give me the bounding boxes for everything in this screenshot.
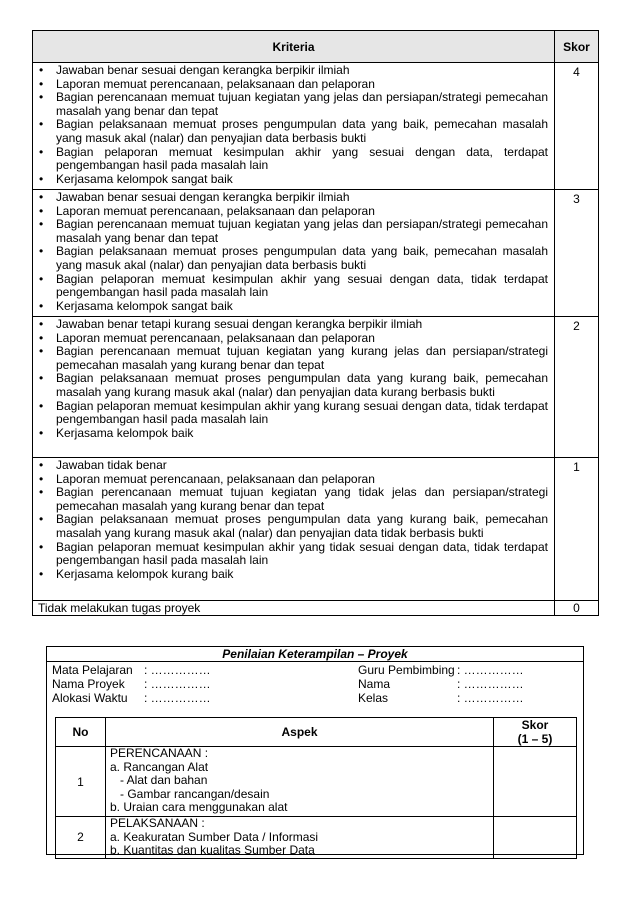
list-item: • Kerjasama kelompok kurang baik: [33, 568, 548, 582]
list-item: • Bagian perencanaan memuat tujuan kegiatan yang jelas dan persiapan/strategi pemecahan masalah yang benar dan tepat: [33, 91, 548, 118]
assessment-title: Penilaian Keterampilan – Proyek: [47, 647, 583, 662]
list-item: • Kerjasama kelompok sangat baik: [33, 173, 548, 187]
list-item: • Jawaban tidak benar: [33, 459, 548, 473]
aspek-line: PELAKSANAAN :: [110, 816, 205, 830]
list-item: • Bagian pelaporan memuat kesimpulan akhir yang tidak sesuai dengan data, tidak terdapat pengembangan hasil pada masalah lain: [33, 541, 548, 568]
rubric-table: [32, 30, 599, 616]
no-task-text: Tidak melakukan tugas proyek: [33, 601, 555, 616]
field-label: Guru Pembimbing: [358, 663, 455, 677]
header-aspek: Aspek: [106, 718, 494, 747]
table-row: [56, 747, 577, 817]
criteria-list: [33, 458, 554, 581]
field-label: Nama Proyek: [52, 677, 125, 691]
list-item: • Kerjasama kelompok sangat baik: [33, 300, 548, 314]
criteria-cell: [33, 317, 555, 458]
aspek-line: a. Rancangan Alat: [110, 759, 209, 774]
aspek-line: - Gambar rancangan/desain: [120, 786, 270, 801]
field-value: : ……………: [457, 677, 524, 691]
criteria-cell: [33, 458, 555, 601]
field-kelas: [358, 691, 524, 705]
field-value: : ……………: [457, 663, 524, 677]
skor-input-cell[interactable]: [494, 817, 577, 859]
table-row: [33, 190, 599, 317]
row-number: 1: [56, 747, 106, 817]
aspek-line: a. Keakuratan Sumber Data / Informasi: [110, 829, 319, 844]
list-item: • Jawaban benar tetapi kurang sesuai dengan kerangka berpikir ilmiah: [33, 318, 548, 332]
list-item: • Jawaban benar sesuai dengan kerangka berpikir ilmiah: [33, 191, 548, 205]
field-value: : ……………: [144, 691, 211, 705]
table-row: [33, 317, 599, 458]
list-item: • Bagian pelaporan memuat kesimpulan akhir yang sesuai dengan data, terdapat pengembangan hasil pada masalah lain: [33, 146, 548, 173]
field-value: : ……………: [457, 691, 524, 705]
list-item: • Laporan memuat perencanaan, pelaksanaan dan pelaporan: [33, 473, 548, 487]
skor-value: 4: [555, 63, 599, 190]
field-value: : ……………: [144, 677, 211, 691]
list-item: • Bagian perencanaan memuat tujuan kegiatan yang jelas dan persiapan/strategi pemecahan masalah yang benar dan tepat: [33, 218, 548, 245]
list-item: • Laporan memuat perencanaan, pelaksanaan dan pelaporan: [33, 332, 548, 346]
field-label: Mata Pelajaran: [52, 663, 133, 677]
table-row: [33, 458, 599, 601]
list-item: • Bagian pelaksanaan memuat proses pengumpulan data yang baik, pemecahan masalah yang masuk akal (nalar) dan penyajian data berbasis bukti: [33, 245, 548, 272]
list-item: • Bagian pelaksanaan memuat proses pengumpulan data yang kurang baik, pemecahan masalah yang kurang masuk akal (nalar) dan penyajian data kurang berbasis bukti: [33, 372, 548, 399]
list-item: • Bagian pelaporan memuat kesimpulan akhir yang kurang sesuai dengan data, tidak terdapat pengembangan hasil pada masalah lain: [33, 400, 548, 427]
list-item: • Laporan memuat perencanaan, pelaksanaan dan pelaporan: [33, 78, 548, 92]
row-number: 2: [56, 817, 106, 859]
header-no: No: [56, 718, 106, 747]
criteria-list: [33, 317, 554, 440]
list-item: • Bagian pelaksanaan memuat proses pengumpulan data yang kurang baik, pemecahan masalah yang kurang masuk akal (nalar) dan penyajian data tidak berbasis bukti: [33, 513, 548, 540]
criteria-cell: [33, 63, 555, 190]
list-item: • Bagian perencanaan memuat tujuan kegiatan yang tidak jelas dan persiapan/strategi pemecahan masalah yang kurang benar dan tepat: [33, 486, 548, 513]
list-item: • Bagian pelaporan memuat kesimpulan akhir yang sesuai dengan data, tidak terdapat pengembangan hasil pada masalah lain: [33, 273, 548, 300]
aspek-header-row: [56, 718, 577, 747]
aspek-cell: [106, 747, 494, 817]
aspek-line: PERENCANAAN :: [110, 746, 209, 760]
field-label: Alokasi Waktu: [52, 691, 128, 705]
aspek-cell: [106, 817, 494, 859]
list-item: • Jawaban benar sesuai dengan kerangka berpikir ilmiah: [33, 64, 548, 78]
skor-value: 2: [555, 317, 599, 458]
field-nama-proyek: [52, 677, 211, 691]
list-item: • Kerjasama kelompok baik: [33, 427, 548, 441]
table-row: [33, 601, 599, 616]
list-item: • Laporan memuat perencanaan, pelaksanaan dan pelaporan: [33, 205, 548, 219]
header-skor-line1: Skor: [521, 718, 549, 732]
aspek-table: [55, 717, 577, 859]
header-skor: [494, 718, 577, 747]
criteria-list: [33, 63, 554, 186]
criteria-list: [33, 190, 554, 313]
field-mata-pelajaran: [52, 663, 211, 677]
field-guru-pembimbing: [358, 663, 524, 677]
table-row: [56, 817, 577, 859]
field-label: Nama: [358, 677, 391, 691]
field-alokasi-waktu: [52, 691, 211, 705]
skor-value: 0: [555, 601, 599, 616]
list-item: • Bagian perencanaan memuat tujuan kegiatan yang kurang jelas dan persiapan/strategi pemecahan masalah yang kurang benar dan tepat: [33, 345, 548, 372]
aspek-line: b. Kuantitas dan kualitas Sumber Data: [110, 843, 315, 858]
list-item: • Bagian pelaksanaan memuat proses pengumpulan data yang baik, pemecahan masalah yang masuk akal (nalar) dan penyajian data berbasis bukti: [33, 118, 548, 145]
criteria-cell: [33, 190, 555, 317]
rubric-header-row: [33, 31, 599, 63]
skor-value: 1: [555, 458, 599, 601]
assessment-box: [46, 646, 584, 858]
field-nama: [358, 677, 524, 691]
aspek-line: b. Uraian cara menggunakan alat: [110, 800, 288, 815]
skor-input-cell[interactable]: [494, 747, 577, 817]
header-skor: Skor: [555, 31, 599, 63]
field-label: Kelas: [358, 691, 389, 705]
skor-value: 3: [555, 190, 599, 317]
header-kriteria: Kriteria: [33, 31, 555, 63]
table-row: [33, 63, 599, 190]
field-value: : ……………: [144, 663, 211, 677]
aspek-line: - Alat dan bahan: [120, 773, 208, 788]
header-skor-line2: (1 – 5): [517, 732, 553, 746]
